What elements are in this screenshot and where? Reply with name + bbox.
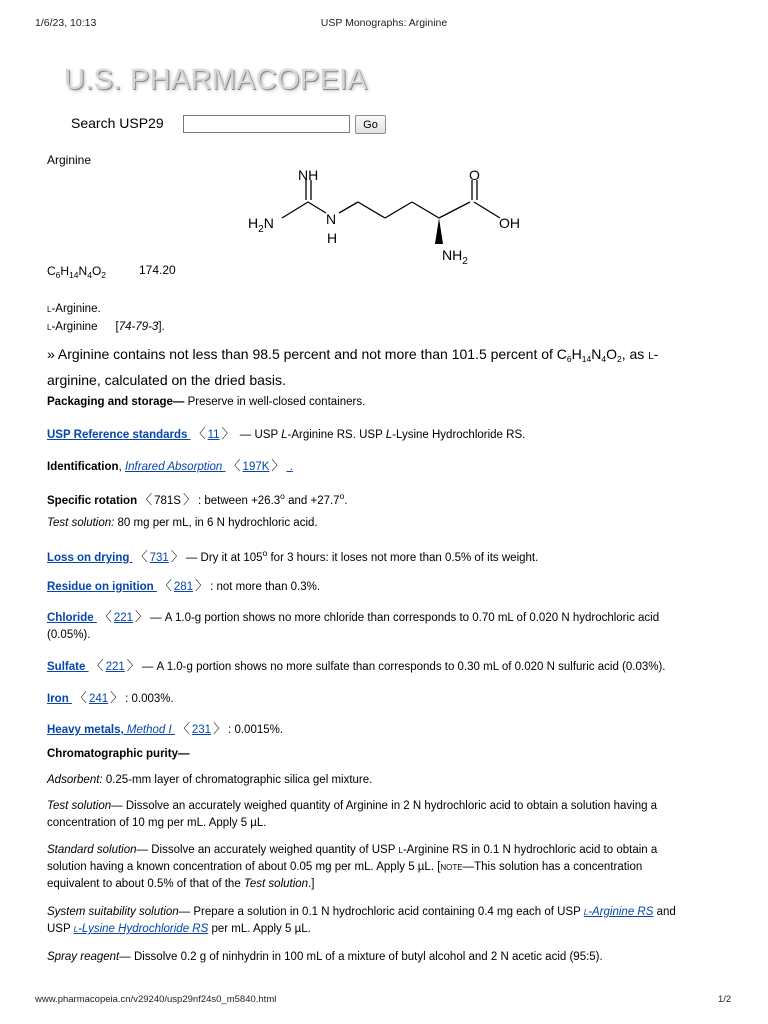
h2n-n: N <box>263 215 274 231</box>
loss-on-drying: Loss on drying 〈 731 〉 — Dry it at 105$^o$ for 3 hours: it loses not more than 0.5% of its weight. <box>47 548 539 564</box>
search-input[interactable] <box>183 115 350 133</box>
svg-text:H2N <box>248 215 274 235</box>
chapter-197k-link[interactable]: 197K <box>242 461 270 473</box>
usp-logo[interactable]: U.S. PHARMACOPEIA <box>64 64 368 96</box>
standard-solution: Standard solution— Dissolve an accurately weighed quantity of USP l-Arginine RS in 0.1 N hydrochloric acid to obtain a solution having a known concentration of about 0.05 mg per mL. Apply 5 µL. [note—This solution has a concentration equivalent to about 0.5% of that of the Test solution.] <box>47 844 658 890</box>
chapter-241-link[interactable]: 241 <box>88 693 109 705</box>
monograph-title: Arginine <box>47 153 92 167</box>
loss-on-drying-link[interactable]: Loss on drying <box>47 552 133 564</box>
carbonyl-o: O <box>469 167 480 183</box>
arginine-structure <box>240 162 540 272</box>
chapter-731-link[interactable]: 731 <box>149 552 169 564</box>
chloride-link[interactable]: Chloride <box>47 612 97 624</box>
h2n-h: H <box>248 215 259 231</box>
chromatographic-purity-title: Chromatographic purity— <box>47 748 190 760</box>
heavy-metals-link[interactable]: Heavy metals, <box>47 724 124 736</box>
assay-statement: » Arginine contains not less than 98.5 percent and not more than 101.5 percent of $C_6H_{14}N_4O_2$, as l- arginine, calculated on the dried basis. <box>47 346 659 388</box>
system-suitability-solution: System suitability solution— Prepare a solution in 0.1 N hydrochloric acid containing 0.4 mg each of USP l-Arginine RS and USP l-Lysine Hydrochloride RS per mL. Apply 5 µL. <box>47 906 676 935</box>
search-label: Search USP29 <box>71 115 164 131</box>
svg-text:NH2 <box>442 247 468 267</box>
infrared-absorption-link[interactable]: Infrared Absorption <box>124 461 226 473</box>
rotation-test-solution: Test solution: 80 mg per mL, in 6 N hydrochloric acid. <box>47 517 318 529</box>
method-i-link[interactable]: Method I <box>123 724 175 736</box>
adsorbent: Adsorbent: 0.25-mm layer of chromatographic silica gel mixture. <box>47 774 373 786</box>
specific-rotation: Specific rotation 〈 781S 〉 : between $+26.3^o$ and $+27.7^o$. <box>47 491 348 507</box>
print-url: www.pharmacopeia.cn/v29240/usp29nf24s0_m5840.html <box>35 994 277 1005</box>
chemical-name-2: l-Arginine [74-79-3]. <box>47 321 165 333</box>
nh2-label: NH <box>442 247 463 263</box>
iron: Iron 〈 241 〉 : 0.003%. <box>47 690 174 705</box>
residue-on-ignition: Residue on ignition 〈 281 〉 : not more than 0.3%. <box>47 578 321 593</box>
print-page-number: 1/2 <box>718 994 732 1005</box>
iron-link[interactable]: Iron <box>47 693 72 705</box>
usp-reference-standards: USP Reference standards 〈 11 〉 — USP L-Arginine RS. USP L-Lysine Hydrochloride RS. <box>47 426 526 441</box>
chapter-11-link[interactable]: 11 <box>207 429 220 441</box>
hydroxyl: OH <box>499 215 520 231</box>
residue-on-ignition-link[interactable]: Residue on ignition <box>47 581 157 593</box>
amine-n: N <box>326 211 337 227</box>
cas-number: 74-79-3 <box>118 321 159 333</box>
print-datetime: 1/6/23, 10:13 <box>35 17 97 29</box>
nh-label: NH <box>298 167 319 183</box>
identification: Identification, Infrared Absorption 〈 197K 〉 . <box>47 458 293 473</box>
chrom-test-solution: Test solution— Dissolve an accurately weighed quantity of Arginine in 2 N hydrochloric acid to obtain a solution having a concentration of 10 mg per mL. Apply 5 µL. <box>47 800 658 829</box>
amine-h: H <box>327 230 338 246</box>
chapter-221-link[interactable]: 221 <box>113 612 134 624</box>
molecular-formula: $C_6H_{14}N_4O_2$ <box>47 264 107 280</box>
spray-reagent: Spray reagent— Dissolve 0.2 g of ninhydrin in 100 mL of a mixture of butyl alcohol and 2 N acetic acid (95:5). <box>47 951 603 963</box>
chemical-name-1: l-Arginine. <box>47 303 101 315</box>
heavy-metals: Heavy metals, Method I 〈 231 〉 : 0.0015%. <box>47 721 284 736</box>
molecular-weight: 174.20 <box>139 263 176 277</box>
packaging-storage: Packaging and storage— Preserve in well-closed containers. <box>47 396 366 408</box>
go-button[interactable]: Go <box>355 115 386 134</box>
lysine-rs-link[interactable]: l-Lysine Hydrochloride RS <box>73 923 209 935</box>
arginine-rs-link[interactable]: l-Arginine RS <box>583 906 654 918</box>
print-page-title: USP Monographs: Arginine <box>320 17 448 29</box>
sulfate: Sulfate 〈 221 〉 — A 1.0-g portion shows no more sulfate than corresponds to 0.30 mL of 0.020 N sulfuric acid (0.03%). <box>47 658 666 673</box>
usp-reference-link[interactable]: USP Reference standards <box>47 429 191 441</box>
sulfate-link[interactable]: Sulfate <box>47 661 89 673</box>
nh2-sub: 2 <box>462 256 468 267</box>
chapter-231-link[interactable]: 231 <box>191 724 212 736</box>
chapter-221-link-2[interactable]: 221 <box>105 661 125 673</box>
chapter-281-link[interactable]: 281 <box>173 581 194 593</box>
chloride: Chloride 〈 221 〉 — A 1.0-g portion shows no more chloride than corresponds to 0.70 mL of 0.020 N hydrochloric acid (0.05%). <box>47 609 660 641</box>
h2n-sub: 2 <box>258 224 264 235</box>
